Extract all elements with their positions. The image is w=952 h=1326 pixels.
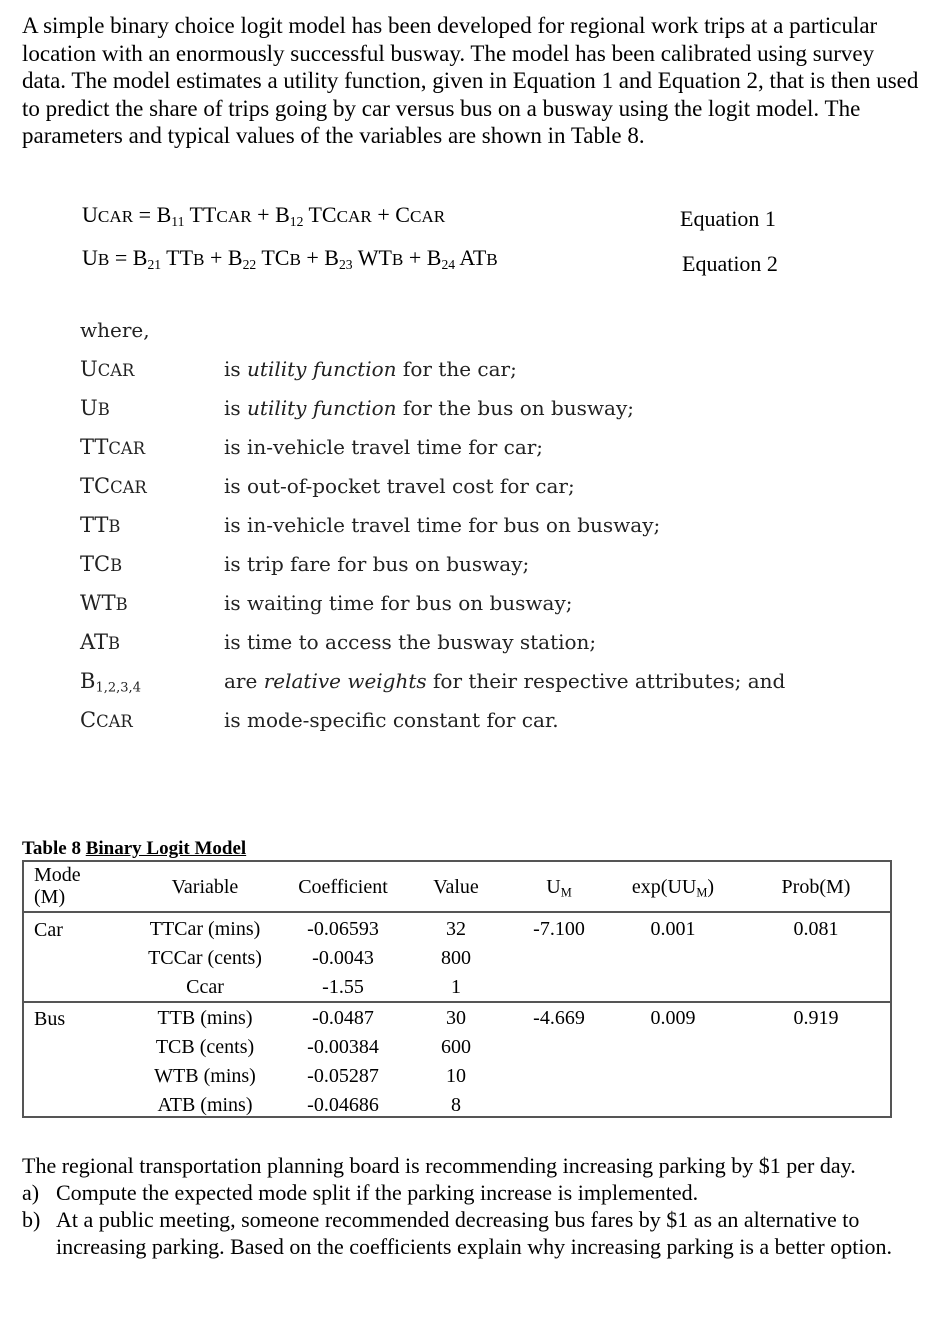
table-cell-variable: TCCar (cents) bbox=[148, 947, 262, 969]
table-cell-value: 8 bbox=[451, 1094, 461, 1116]
questions-section bbox=[22, 1152, 922, 1260]
car-prob: 0.081 bbox=[793, 918, 839, 940]
table-cell-coefficient: -0.00384 bbox=[307, 1036, 379, 1058]
definition-term: TCCAR bbox=[80, 474, 147, 498]
table-cell-variable: Ccar bbox=[186, 976, 224, 998]
equation-2: UB = $B_{21}$ TTB + $B_{22}$ TCB + $B_{23}$ WTB + $B_{24}$ ATB bbox=[82, 245, 498, 272]
bus-exp: 0.009 bbox=[650, 1007, 696, 1029]
questions-intro: The regional transportation planning board is recommending increasing parking by $1 per day. bbox=[22, 1153, 856, 1178]
table-cell-variable: TCB (cents) bbox=[155, 1036, 255, 1058]
definition-desc: is waiting time for bus on busway; bbox=[224, 591, 573, 615]
table-cell-coefficient: -0.04686 bbox=[307, 1094, 379, 1116]
equation-1-label: Equation 1 bbox=[680, 206, 776, 231]
intro-paragraph: A simple binary choice logit model has been developed for regional work trips at a particular location with an enormously successful busway. The model has been calibrated using survey data. The model estimates a utility function, given in Equation 1 and Equation 2, that is then used to predict the share of trips going by car versus bus on a busway using the logit model. The parameters and typical values of the variables are shown in Table 8. bbox=[22, 13, 919, 149]
car-um: -7.100 bbox=[533, 918, 585, 940]
equation-2-label: Equation 2 bbox=[682, 251, 778, 276]
definition-row bbox=[80, 357, 880, 387]
table-cell-value: 10 bbox=[446, 1065, 466, 1087]
definition-row bbox=[80, 591, 880, 621]
table-cell-coefficient: -1.55 bbox=[322, 976, 364, 998]
definition-term: $B_{1,2,3,4}$ bbox=[80, 669, 141, 696]
table-cell-coefficient: -0.06593 bbox=[307, 918, 379, 940]
definition-row bbox=[80, 552, 880, 582]
definition-desc: is trip fare for bus on busway; bbox=[224, 552, 530, 576]
definition-term: TCB bbox=[80, 552, 123, 576]
definition-desc: is time to access the busway station; bbox=[224, 630, 597, 654]
definition-row bbox=[80, 708, 880, 738]
table-cell-variable: TTCar (mins) bbox=[149, 918, 261, 940]
table-cell-coefficient: -0.0487 bbox=[312, 1007, 374, 1029]
definition-term: CCAR bbox=[80, 708, 133, 732]
definition-desc: is utility function for the bus on busway; bbox=[224, 396, 635, 420]
header-mode: Mode (M) bbox=[34, 864, 81, 908]
header-coefficient: Coefficient bbox=[298, 876, 388, 898]
definition-desc: is in-vehicle travel time for bus on busway; bbox=[224, 513, 661, 537]
table-cell-value: 30 bbox=[446, 1007, 466, 1029]
definition-term: WTB bbox=[80, 591, 128, 615]
definition-desc: is out-of-pocket travel cost for car; bbox=[224, 474, 575, 498]
table-divider bbox=[24, 911, 890, 913]
header-prob: Prob(M) bbox=[781, 876, 851, 898]
table-divider bbox=[24, 1001, 890, 1003]
definition-row bbox=[80, 630, 880, 660]
header-variable: Variable bbox=[171, 876, 239, 898]
definition-row bbox=[80, 669, 880, 699]
definition-desc: is mode-specific constant for car. bbox=[224, 708, 559, 732]
question-label: a) bbox=[22, 1180, 40, 1205]
question-item bbox=[22, 1179, 922, 1206]
table-cell-value: 32 bbox=[446, 918, 466, 940]
definition-term: UB bbox=[80, 396, 110, 420]
table-cell-variable: ATB (mins) bbox=[157, 1094, 253, 1116]
logit-table bbox=[22, 860, 892, 1118]
definition-term: TTCAR bbox=[80, 435, 146, 459]
header-exp: $\exp(UU_M)$ bbox=[631, 876, 715, 900]
header-um: $U_M$ bbox=[546, 876, 572, 900]
definition-term: UCAR bbox=[80, 357, 135, 381]
table-cell-value: 1 bbox=[451, 976, 461, 998]
question-label: b) bbox=[22, 1207, 41, 1232]
table-cell-variable: WTB (mins) bbox=[154, 1065, 256, 1087]
table-caption: Table 8 Binary Logit Model bbox=[22, 838, 247, 859]
mode-bus: Bus bbox=[34, 1008, 66, 1030]
question-text: At a public meeting, someone recommended decreasing bus fares by $1 as an alternative to increasing parking. Based on the coefficients explain why increasing parking is a better option. bbox=[56, 1207, 892, 1259]
definition-row bbox=[80, 513, 880, 543]
question-text: Compute the expected mode split if the parking increase is implemented. bbox=[56, 1180, 699, 1205]
table-cell-coefficient: -0.05287 bbox=[307, 1065, 379, 1087]
car-exp: 0.001 bbox=[650, 918, 696, 940]
equation-1: UCAR = $B_{11}$ TTCAR + $B_{12}$ TCCAR + CCAR bbox=[82, 202, 446, 229]
where-label: where, bbox=[80, 318, 150, 342]
bus-um: -4.669 bbox=[533, 1007, 585, 1029]
mode-car: Car bbox=[34, 919, 63, 941]
header-value: Value bbox=[433, 876, 479, 898]
table-cell-value: 800 bbox=[441, 947, 471, 969]
definition-desc: are relative weights for their respective attributes; and bbox=[224, 669, 786, 693]
bus-prob: 0.919 bbox=[793, 1007, 839, 1029]
definition-desc: is in-vehicle travel time for car; bbox=[224, 435, 544, 459]
definition-row bbox=[80, 435, 880, 465]
question-item bbox=[22, 1206, 922, 1260]
definition-desc: is utility function for the car; bbox=[224, 357, 517, 381]
table-cell-variable: TTB (mins) bbox=[157, 1007, 253, 1029]
definition-term: TTB bbox=[80, 513, 121, 537]
definition-term: ATB bbox=[80, 630, 121, 654]
definition-row bbox=[80, 396, 880, 426]
table-cell-value: 600 bbox=[441, 1036, 471, 1058]
table-cell-coefficient: -0.0043 bbox=[312, 947, 374, 969]
definition-row bbox=[80, 474, 880, 504]
